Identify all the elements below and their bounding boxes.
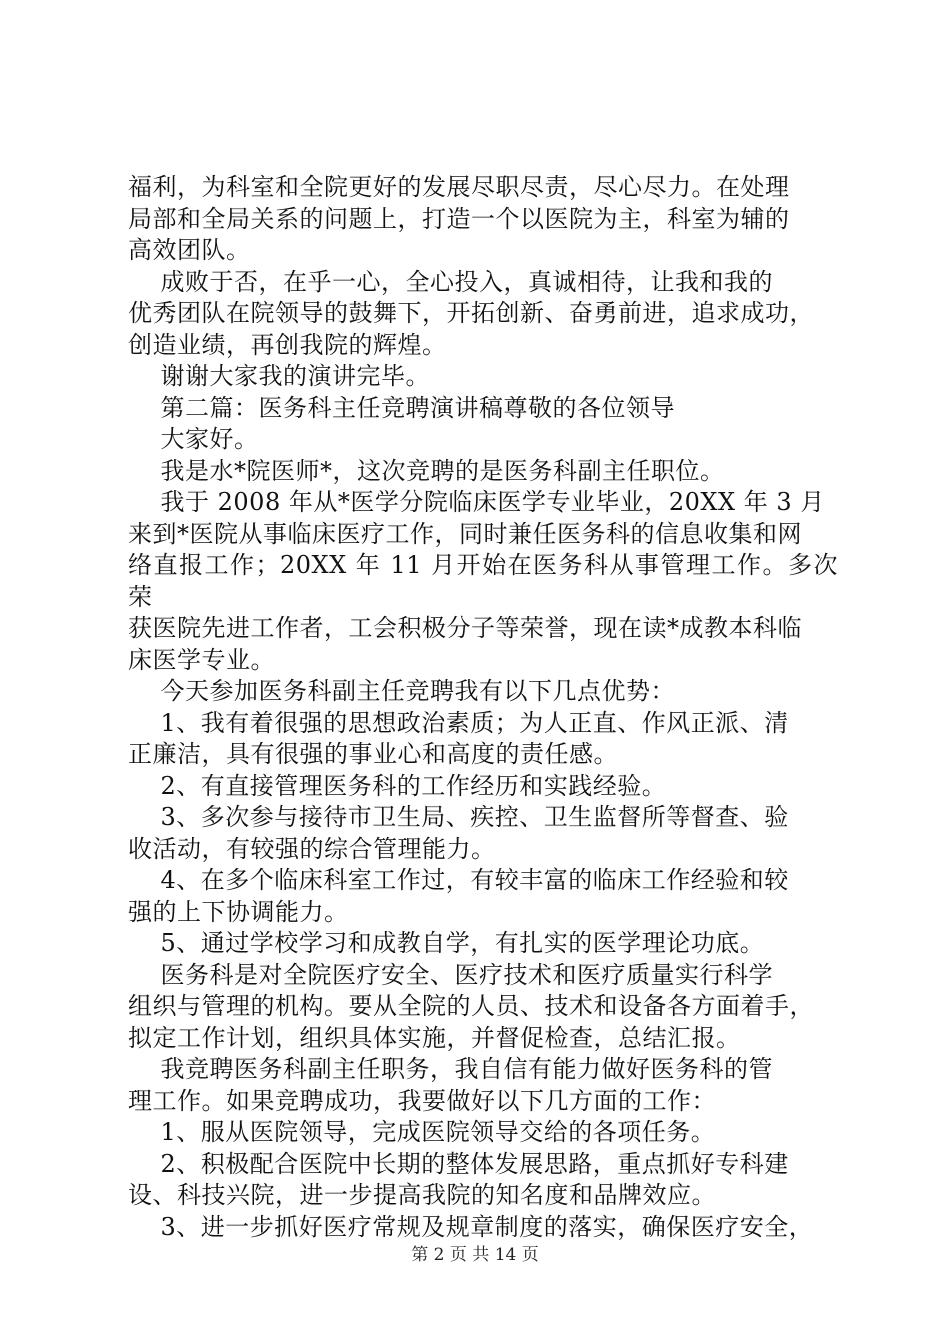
text-line: 1、服从医院领导，完成医院领导交给的各项任务。 [128,1118,716,1146]
document-body [128,172,838,1243]
page-footer [0,1240,950,1265]
text-line: 高效团队。 [128,236,251,264]
text-line: 3、多次参与接待市卫生局、疾控、卫生监督所等督查、验 [128,803,789,831]
text-line: 2、积极配合医院中长期的整体发展思路，重点抓好专科建 [128,1149,789,1178]
text-line: 创造业绩，再创我院的辉煌。 [128,330,447,359]
text-line: 床医学专业。 [128,645,275,674]
text-line: 拟定工作计划，组织具体实施，并督促检查，总结汇报。 [128,1023,741,1052]
text-line: 设、科技兴院，进一步提高我院的知名度和品牌效应。 [128,1181,716,1209]
text-line: 医务科是对全院医疗安全、医疗技术和医疗质量实行科学 [128,960,774,989]
text-line: 优秀团队在院领导的鼓舞下，开拓创新、奋勇前进，追求成功， [128,299,814,327]
text-line: 我于 2008 年从*医学分院临床医学专业毕业，20XX 年 3 月 [128,488,825,516]
text-line: 3、进一步抓好医疗常规及规章制度的落实，确保医疗安全， [128,1212,814,1241]
text-line: 福利，为科室和全院更好的发展尽职尽责，尽心尽力。在处理 [128,173,790,201]
text-line: 强的上下协调能力。 [128,897,349,926]
text-line: 大家好。 [128,425,259,453]
page-number-label: 第 2 页 共 14 页 [411,1245,539,1265]
text-line: 谢谢大家我的演讲完毕。 [128,362,431,390]
text-line: 成败于否，在乎一心，全心投入，真诚相待，让我和我的 [128,267,774,296]
text-line: 局部和全局关系的问题上，打造一个以医院为主，科室为辅的 [128,204,790,233]
text-line: 2、有直接管理医务科的工作经历和实践经验。 [128,771,667,800]
text-line: 收活动，有较强的综合管理能力。 [128,834,496,863]
text-line: 络直报工作；20XX 年 11 月开始在医务科从事管理工作。多次荣 [128,551,838,611]
text-line: 第二篇：医务科主任竞聘演讲稿尊敬的各位领导 [128,393,676,422]
text-line: 我是水*院医师*，这次竞聘的是医务科副主任职位。 [128,456,725,485]
text-line: 1、我有着很强的思想政治素质；为人正直、作风正派、清 [128,708,789,737]
text-line: 来到*医院从事临床医疗工作，同时兼任医务科的信息收集和网 [128,519,802,548]
text-line: 4、在多个临床科室工作过，有较丰富的临床工作经验和较 [128,866,789,894]
text-line: 正廉洁，具有很强的事业心和高度的责任感。 [128,740,618,768]
text-line: 组织与管理的机构。要从全院的人员、技术和设备各方面着手， [128,992,814,1020]
text-line: 理工作。如果竞聘成功，我要做好以下几方面的工作： [128,1086,716,1115]
text-line: 5、通过学校学习和成教自学，有扎实的医学理论功底。 [128,929,765,957]
text-line: 获医院先进工作者，工会积极分子等荣誉，现在读*成教本科临 [128,614,802,642]
text-line: 今天参加医务科副主任竞聘我有以下几点优势： [128,677,676,705]
text-line: 我竞聘医务科副主任职务，我自信有能力做好医务科的管 [128,1055,774,1083]
